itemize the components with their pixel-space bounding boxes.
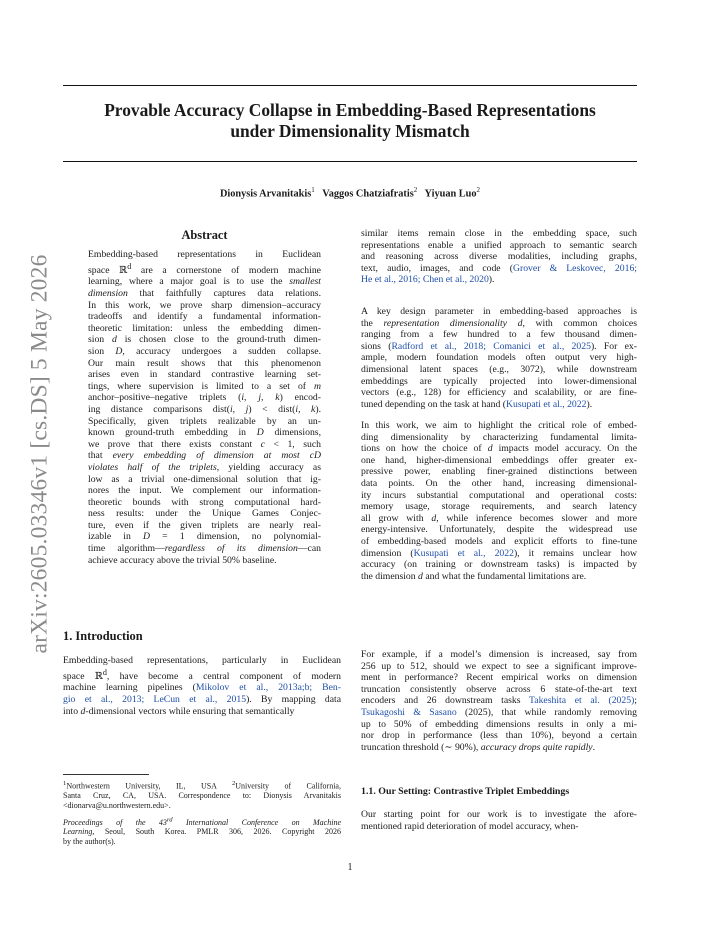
text-line: up to 50% of embedding dimensions results in only a mi- <box>361 718 637 730</box>
text-line: the representation dimensionality d, with common choices <box>361 317 637 329</box>
intro-paragraph-5 <box>361 809 637 832</box>
text-line: izable in D = 1 dimension, no polynomial- <box>88 531 321 543</box>
text-line: anchor–positive–negative triplets (i, j, k) encod- <box>88 392 321 404</box>
text-line: dimensional latent spaces (e.g., 3072), while downstream <box>361 363 637 375</box>
text-line: low as a trivial one-dimensional solution that ig- <box>88 473 321 485</box>
text-line: 256 up to 512, should we expect to see a significant improve- <box>361 660 637 672</box>
text-line: He et al., 2016; Chen et al., 2020). <box>361 274 495 286</box>
intro-paragraph-1 <box>361 228 637 286</box>
footnote-rule <box>63 774 149 775</box>
subsection-heading: 1.1. Our Setting: Contrastive Triplet Embeddings <box>361 786 570 797</box>
text-line: machine learning pipelines (Mikolov et al., 2013a;b; Ben- <box>63 682 341 694</box>
text-line: nor drop in performance (less than 10%), beyond a certain <box>361 730 637 742</box>
text-line: ture, even if the given triplets are nearly real- <box>88 519 321 531</box>
citation-link[interactable]: Radford et al., 2018; Comanici et al., 2025 <box>391 340 591 352</box>
text-line: A key design parameter in embedding-based approaches is <box>361 306 637 317</box>
text-line: nores the input. We complement our information- <box>88 485 321 497</box>
text-line: ity incurs substantial computational and operational costs: <box>361 489 637 501</box>
text-line: ample, modern foundation models often output very high- <box>361 352 637 364</box>
text-line: ranging from a few hundred to a few thousand dimen- <box>361 329 637 341</box>
author-affiliation-mark: 2 <box>476 186 481 194</box>
text-line: tuned depending on the task at hand (Kusupati et al., 2022). <box>361 398 593 410</box>
author-name: Dionysis Arvanitakis <box>219 188 312 200</box>
text-line: the dimension d and what the fundamental limitations are. <box>361 570 587 582</box>
introduction-body <box>63 655 341 717</box>
text-line: we prove that there exists constant c < 1, such <box>88 438 321 450</box>
text-line: and reasoning across diverse modalities, including graphs, <box>361 251 637 263</box>
citation-link[interactable]: Tsukagoshi & Sasano <box>361 706 457 718</box>
text-line: truncation consistently observe across 6 state-of-the-art text <box>361 683 637 695</box>
text-line: $^1$Northwestern University, IL, USA $^2$University of California, <box>63 780 341 791</box>
text-line: that every embedding of dimension at most cD <box>88 450 321 462</box>
abstract-heading: Abstract <box>181 228 228 242</box>
text-line: mentioned rapid deterioration of model accuracy, when- <box>361 820 579 832</box>
text-line: space ℝ$^d$ are a cornerstone of modern machine <box>88 261 321 276</box>
text-line: ding dimensionality by characterizing fundamental limita- <box>361 431 637 443</box>
text-line: Santa Cruz, CA, USA. Correspondence to: Dionysis Arvanitakis <box>63 791 341 801</box>
text-line: Tsukagoshi & Sasano (2025), that while randomly removing <box>361 706 637 718</box>
text-line: Our main result shows that this phenomenon <box>88 357 321 369</box>
text-line: Embedding-based representations in Euclidean <box>88 249 321 260</box>
text-line: one hand, higher-dimensional embeddings offer greater ex- <box>361 454 637 466</box>
author-affiliation-mark: 1 <box>311 186 315 194</box>
text-line: text, audio, images, and code (Grover & Leskovec, 2016; <box>361 262 637 274</box>
text-line: pressive power, enabling finer-grained distinctions between <box>361 466 637 478</box>
text-line: Proceedings of the 43rd International Conference on Machine <box>63 816 341 827</box>
text-line: encoders and 26 downstream tasks Takeshita et al. (2025); <box>361 695 637 707</box>
text-line: accuracy (on training or downstream tasks) is impacted by <box>361 559 637 571</box>
text-line: tradeoffs and identify a fundamental information- <box>88 311 321 323</box>
text-line: In this work, we aim to highlight the critical role of embed- <box>361 420 637 431</box>
text-line: violates half of the triplets, yielding accuracy as <box>88 461 321 473</box>
introduction-heading: 1. Introduction <box>63 629 143 643</box>
author-name: Vaggos Chatziafratis <box>322 188 414 200</box>
text-line: ness results: under the Unique Games Conjec- <box>88 508 321 520</box>
text-line: Learning, Seoul, South Korea. PMLR 306, 2026. Copyright 2026 <box>63 827 341 837</box>
citation-link[interactable]: Kusupati et al., 2022 <box>413 547 514 559</box>
text-line: tions on how the choice of d impacts model accuracy. On the <box>361 443 637 455</box>
author-list <box>63 186 637 199</box>
text-line: Embedding-based representations, particularly in Euclidean <box>63 655 341 666</box>
text-line: <dionarva@u.northwestern.edu>. <box>63 800 171 810</box>
citation-link[interactable]: gio et al., 2013; LeCun et al., 2015 <box>63 694 247 706</box>
citation-link[interactable]: Mikolov et al., 2013a;b; Ben- <box>195 682 341 694</box>
citation-link[interactable]: Takeshita et al. (2025) <box>529 695 635 707</box>
text-line: Specifically, given triplets realizable by an un- <box>88 415 321 427</box>
text-line: embeddings are typically projected into lower-dimensional <box>361 375 637 387</box>
text-line: data points. On the other hand, increasing dimensional- <box>361 477 637 489</box>
arxiv-identifier: arXiv:2605.03346v1 [cs.DS] 5 May 2026 <box>26 254 53 654</box>
proceedings-footnote <box>63 815 341 846</box>
text-line: ment in performance? Recent empirical works on dimension <box>361 672 637 684</box>
text-line: known ground-truth embedding in D dimensions, <box>88 427 321 439</box>
text-line: time algorithm—regardless of its dimension—can <box>88 543 321 555</box>
text-line: In this work, we prove sharp dimension–accuracy <box>88 299 321 311</box>
citation-link[interactable]: Grover & Leskovec, 2016; <box>512 262 637 274</box>
author-affiliation-mark: 2 <box>413 186 418 194</box>
text-line: vectors (e.g., 128) for efficiency and scalability, or are fine- <box>361 387 637 399</box>
page-number: 1 <box>347 862 353 873</box>
text-line: gio et al., 2013; LeCun et al., 2015). By mapping data <box>63 694 341 706</box>
text-line: by the author(s). <box>63 836 116 846</box>
text-line: sions (Radford et al., 2018; Comanici et al., 2025). For ex- <box>361 340 637 352</box>
text-line: For example, if a model’s dimension is increased, say from <box>361 649 637 660</box>
citation-link[interactable]: Kusupati et al., 2022 <box>506 398 587 410</box>
title-line: under Dimensionality Mismatch <box>230 121 470 141</box>
title-top-rule <box>63 85 637 86</box>
text-line: representations enable a unified approach to semantic search <box>361 239 637 251</box>
abstract-body <box>88 249 321 566</box>
text-line: achieve accuracy above the trivial 50% baseline. <box>88 554 277 566</box>
text-line: dimension that faithfully captures data relations. <box>88 288 321 300</box>
text-line: sion D, accuracy undergoes a sudden collapse. <box>88 345 321 357</box>
text-line: sion d is chosen close to the ground-truth dimen- <box>88 334 321 346</box>
paper-title <box>63 100 637 142</box>
text-line: tings, where supervision is limited to a set of m <box>88 380 321 392</box>
affiliation-footnote <box>63 779 341 810</box>
text-line: arises even in standard contrastive learning set- <box>88 369 321 381</box>
text-line: truncation threshold (∼ 90%), accuracy drops quite rapidly. <box>361 741 596 753</box>
intro-paragraph-3 <box>361 420 637 582</box>
author-name: Yiyuan Luo <box>424 188 477 200</box>
text-line: into d-dimensional vectors while ensuring that semantically <box>63 705 295 717</box>
title-line: Provable Accuracy Collapse in Embedding-Based Representations <box>104 100 596 120</box>
citation-link[interactable]: He et al., 2016; Chen et al., 2020 <box>361 274 489 286</box>
title-bottom-rule <box>63 161 637 162</box>
text-line: Our starting point for our work is to investigate the afore- <box>361 809 637 820</box>
text-line: learning, where a major goal is to use the smallest <box>88 276 321 288</box>
text-line: energy-intensive. Unfortunately, despite the widespread use <box>361 524 637 536</box>
text-line: dimension (Kusupati et al., 2022), it remains unclear how <box>361 547 637 559</box>
intro-paragraph-2 <box>361 306 637 410</box>
intro-paragraph-4 <box>361 649 637 753</box>
text-line: theoretic limitation: unless the embedding dimen- <box>88 322 321 334</box>
text-line: memory usage, storage requirements, and search latency <box>361 501 637 513</box>
text-line: ing distance comparisons dist(i, j) < dist(i, k). <box>88 403 321 415</box>
text-line: similar items remain close in the embedding space, such <box>361 228 637 239</box>
text-line: of embedding-based models and explicit efforts to fine-tune <box>361 535 637 547</box>
text-line: theoretic bounds with strong computational hard- <box>88 496 321 508</box>
text-line: all grow with d, while inference becomes slower and more <box>361 512 637 524</box>
text-line: space ℝ$^d$, have become a central component of modern <box>63 667 341 682</box>
